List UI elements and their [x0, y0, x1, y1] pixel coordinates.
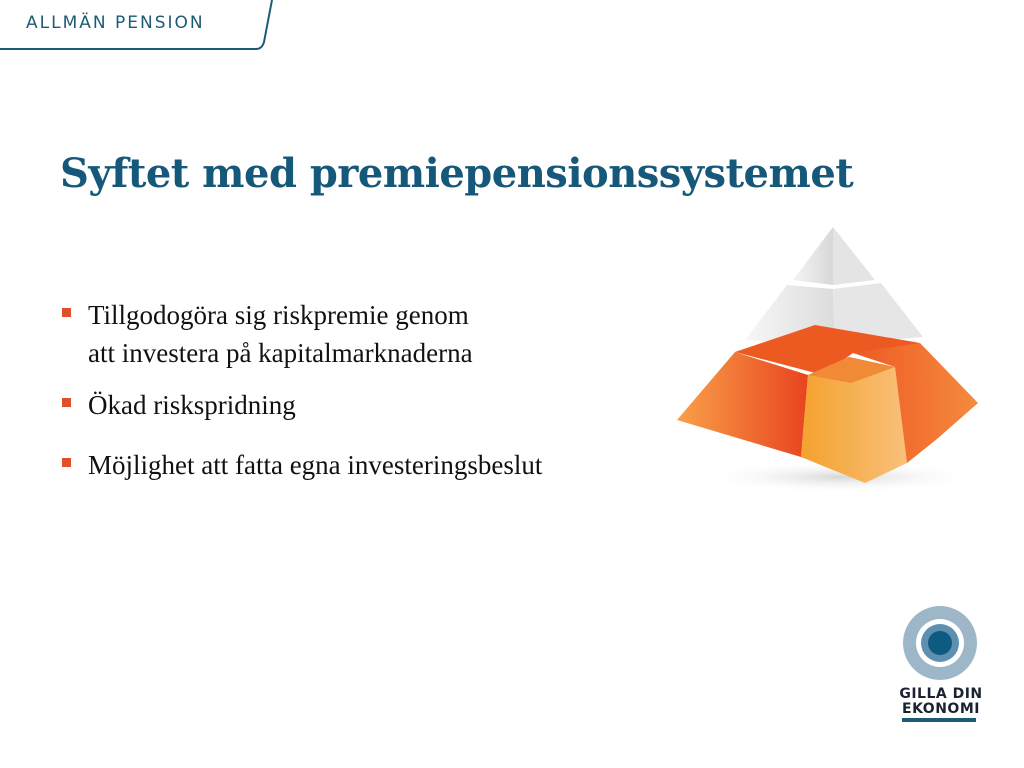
gilla-din-ekonomi-logo	[896, 604, 986, 729]
bullet-marker-icon	[62, 308, 71, 317]
bullet-item	[60, 446, 542, 484]
bullet-item	[60, 386, 542, 424]
bullet-text: Tillgodogöra sig riskpremie genom	[88, 300, 469, 330]
target-icon	[896, 604, 986, 684]
bullet-marker-icon	[62, 398, 71, 407]
bullet-text: att investera på kapitalmarknaderna	[88, 338, 473, 368]
header-tab	[0, 0, 280, 52]
pyramid-illustration	[675, 225, 985, 495]
bullet-text: Möjlighet att fatta egna investeringsbeslut	[88, 450, 543, 480]
bullet-item	[60, 296, 542, 372]
logo-underline	[902, 718, 976, 722]
header-label: ALLMÄN PENSION	[26, 13, 205, 33]
page-title: Syftet med premiepensionssystemet	[60, 150, 854, 197]
bullet-text: Ökad riskspridning	[88, 390, 296, 420]
logo-text: EKONOMI	[902, 701, 980, 717]
logo-text: GILLA DIN	[899, 686, 983, 702]
bullet-marker-icon	[62, 458, 71, 467]
bullet-list	[60, 296, 542, 484]
